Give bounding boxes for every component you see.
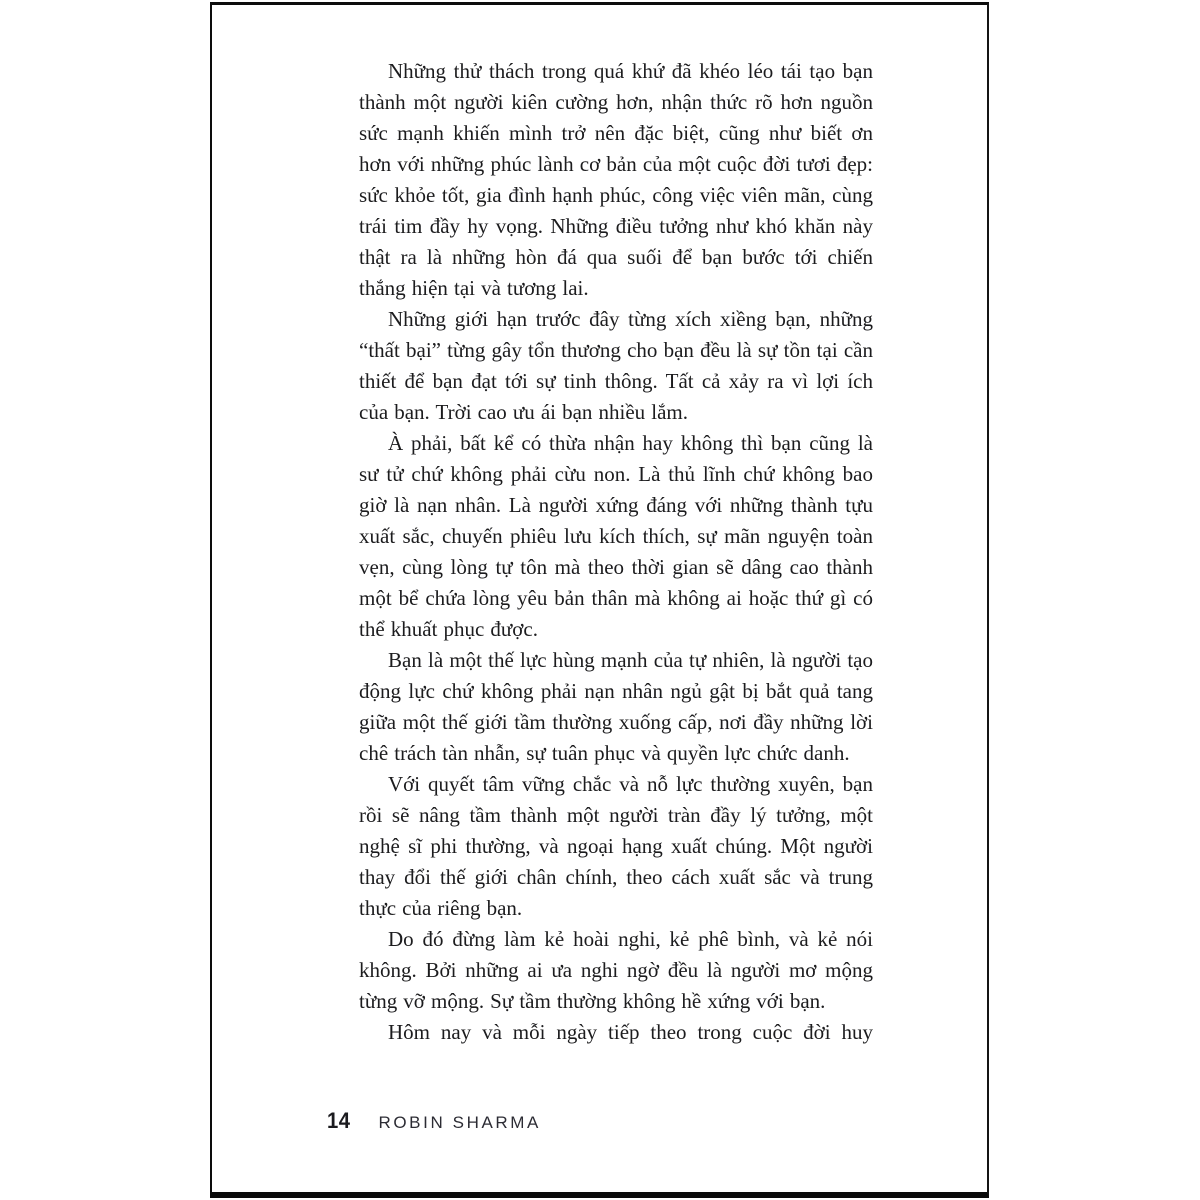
page-number: 14 xyxy=(327,1108,351,1133)
page-text xyxy=(359,56,873,1060)
paragraph: Với quyết tâm vững chắc và nỗ lực thường xuyên, bạn rồi sẽ nâng tầm thành một người tràn đầy lý tưởng, một nghệ sĩ phi thường, và ngoại hạng xuất chúng. Một người thay đổi thế giới chân chính, theo cách xuất sắc và trung thực của riêng bạn. xyxy=(359,772,873,920)
paragraph: Những thử thách trong quá khứ đã khéo léo tái tạo bạn thành một người kiên cường hơn, nhận thức rõ hơn nguồn sức mạnh khiến mình trở nên đặc biệt, cũng như biết ơn hơn với những phúc lành cơ bản của một cuộc đời tươi đẹp: sức khỏe tốt, gia đình hạnh phúc, công việc viên mãn, cùng trái tim đầy hy vọng. Những điều tưởng như khó khăn này thật ra là những hòn đá qua suối để bạn bước tới chiến thắng hiện tại và tương lai. xyxy=(359,59,873,300)
paragraph: Những giới hạn trước đây từng xích xiềng bạn, những “thất bại” từng gây tổn thương cho bạn đều là sự tồn tại cần thiết để bạn đạt tới sự tinh thông. Tất cả xảy ra vì lợi ích của bạn. Trời cao ưu ái bạn nhiều lắm. xyxy=(359,307,873,424)
footer-author: ROBIN SHARMA xyxy=(378,1113,541,1132)
page-footer xyxy=(327,1108,541,1134)
paragraph: Do đó đừng làm kẻ hoài nghi, kẻ phê bình, và kẻ nói không. Bởi những ai ưa nghi ngờ đều là người mơ mộng từng vỡ mộng. Sự tầm thường không hề xứng với bạn. xyxy=(359,927,873,1013)
paragraph: À phải, bất kể có thừa nhận hay không thì bạn cũng là sư tử chứ không phải cừu non. Là thủ lĩnh chứ không bao giờ là nạn nhân. Là người xứng đáng với những thành tựu xuất sắc, chuyến phiêu lưu kích thích, sự mãn nguyện toàn vẹn, cùng lòng tự tôn mà theo thời gian sẽ dâng cao thành một bể chứa lòng yêu bản thân mà không ai hoặc thứ gì có thể khuất phục được. xyxy=(359,431,873,641)
paragraph: Hôm nay và mỗi ngày tiếp theo trong cuộc đời huy xyxy=(388,1020,873,1044)
paragraph: Bạn là một thế lực hùng mạnh của tự nhiên, là người tạo động lực chứ không phải nạn nhân ngủ gật bị bắt quả tang giữa một thế giới tầm thường xuống cấp, nơi đầy những lời chê trách tàn nhẫn, sự tuân phục và quyền lực chức danh. xyxy=(359,648,873,765)
